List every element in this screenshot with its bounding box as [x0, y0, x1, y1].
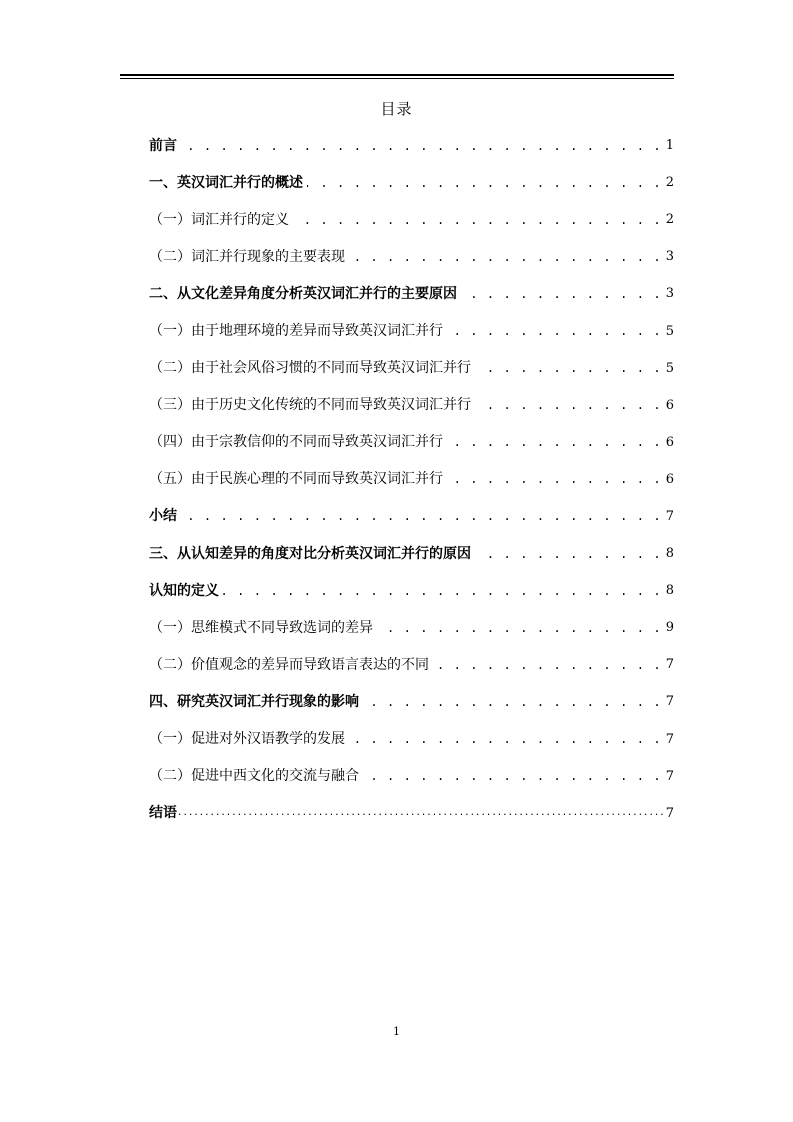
toc-entry-text: （一）词汇并行的定义 [149, 211, 289, 228]
header-rule-thick [120, 74, 674, 76]
toc-entry-text: （二）词汇并行现象的主要表现 [149, 248, 345, 265]
toc-entry-page: 1 [665, 138, 674, 154]
toc-dot-leader [363, 769, 662, 783]
toc-entry-text: （一）思维模式不同导致选词的差异 [149, 619, 373, 636]
toc-entry-page: 7 [665, 694, 674, 710]
toc-entry[interactable] [149, 387, 674, 424]
toc-entry-page: 3 [665, 249, 674, 265]
toc-entry-page: 5 [665, 323, 674, 339]
toc-entry-text: 四、研究英汉词汇并行现象的影响 [149, 693, 359, 710]
toc-dot-leader [363, 695, 662, 709]
toc-entry-text: （一）促进对外汉语教学的发展 [149, 731, 345, 748]
toc-entry-text: 一、英汉词汇并行的概述 [149, 174, 303, 191]
toc-dot-leader [178, 806, 665, 820]
page-number: 1 [393, 1025, 400, 1038]
toc-dot-leader [433, 658, 662, 672]
toc-dot-leader [307, 176, 662, 190]
toc-dot-leader [223, 584, 662, 598]
toc-entry[interactable] [149, 275, 674, 312]
toc-entry-page: 9 [665, 620, 674, 636]
toc-dot-leader [447, 324, 662, 338]
toc-entry-text: （二）由于社会风俗习惯的不同而导致英汉词汇并行 [149, 360, 471, 377]
toc-entry-text: 结语 [149, 805, 177, 822]
toc-dot-leader [181, 509, 662, 523]
toc-entry-page: 6 [665, 471, 674, 487]
toc-entry-page: 8 [665, 583, 674, 599]
toc-entry-page: 8 [665, 546, 674, 562]
toc-entry-page: 2 [665, 175, 674, 191]
toc-entry-text: （五）由于民族心理的不同而导致英汉词汇并行 [149, 471, 443, 488]
toc-entry[interactable] [149, 498, 674, 535]
toc-entry-text: （一）由于地理环境的差异而导致英汉词汇并行 [149, 323, 443, 340]
toc-entry[interactable] [149, 646, 674, 683]
toc-dot-leader [475, 361, 662, 375]
toc-entry[interactable] [149, 201, 674, 238]
toc-entry-page: 7 [665, 508, 674, 524]
toc-entry[interactable] [149, 609, 674, 646]
toc-entry[interactable] [149, 572, 674, 609]
toc-entry[interactable] [149, 424, 674, 461]
toc-entry[interactable] [149, 164, 674, 201]
toc-entry-page: 7 [665, 657, 674, 673]
toc-entry-text: （三）由于历史文化传统的不同而导致英汉词汇并行 [149, 397, 471, 414]
toc-entry-page: 5 [665, 360, 674, 376]
toc-dot-leader [181, 139, 662, 153]
toc-entry-text: 三、从认知差异的角度对比分析英汉词汇并行的原因 [149, 545, 471, 562]
toc-entry[interactable] [149, 312, 674, 349]
toc-entry-text: （四）由于宗教信仰的不同而导致英汉词汇并行 [149, 434, 443, 451]
toc-title: 目录 [380, 100, 413, 118]
toc-entry-text: 二、从文化差异角度分析英汉词汇并行的主要原因 [149, 285, 457, 302]
toc-list [149, 127, 674, 832]
toc-entry-page: 7 [665, 768, 674, 784]
toc-entry[interactable] [149, 127, 674, 164]
toc-dot-leader [349, 250, 662, 264]
toc-entry-text: （二）促进中西文化的交流与融合 [149, 768, 359, 785]
toc-entry[interactable] [149, 238, 674, 275]
toc-dot-leader [447, 472, 662, 486]
toc-dot-leader [475, 398, 662, 412]
toc-dot-leader [475, 547, 662, 561]
toc-entry-page: 7 [665, 731, 674, 747]
toc-entry-page: 6 [665, 397, 674, 413]
toc-entry-page: 7 [665, 805, 674, 821]
toc-dot-leader [349, 732, 662, 746]
toc-entry[interactable] [149, 535, 674, 572]
toc-dot-leader [293, 213, 662, 227]
toc-entry[interactable] [149, 683, 674, 720]
toc-entry-page: 2 [665, 212, 674, 228]
toc-entry[interactable] [149, 758, 674, 795]
toc-entry[interactable] [149, 721, 674, 758]
toc-entry[interactable] [149, 795, 674, 832]
toc-entry-text: 前言 [149, 137, 177, 154]
header-rule-thin [120, 78, 674, 79]
toc-entry-text: （二）价值观念的差异而导致语言表达的不同 [149, 656, 429, 673]
toc-entry-page: 3 [665, 286, 674, 302]
toc-entry-text: 认知的定义 [149, 582, 219, 599]
toc-entry[interactable] [149, 461, 674, 498]
toc-dot-leader [461, 287, 662, 301]
toc-entry[interactable] [149, 350, 674, 387]
toc-entry-text: 小结 [149, 508, 177, 525]
toc-dot-leader [377, 621, 662, 635]
toc-entry-page: 6 [665, 434, 674, 450]
toc-dot-leader [447, 435, 662, 449]
